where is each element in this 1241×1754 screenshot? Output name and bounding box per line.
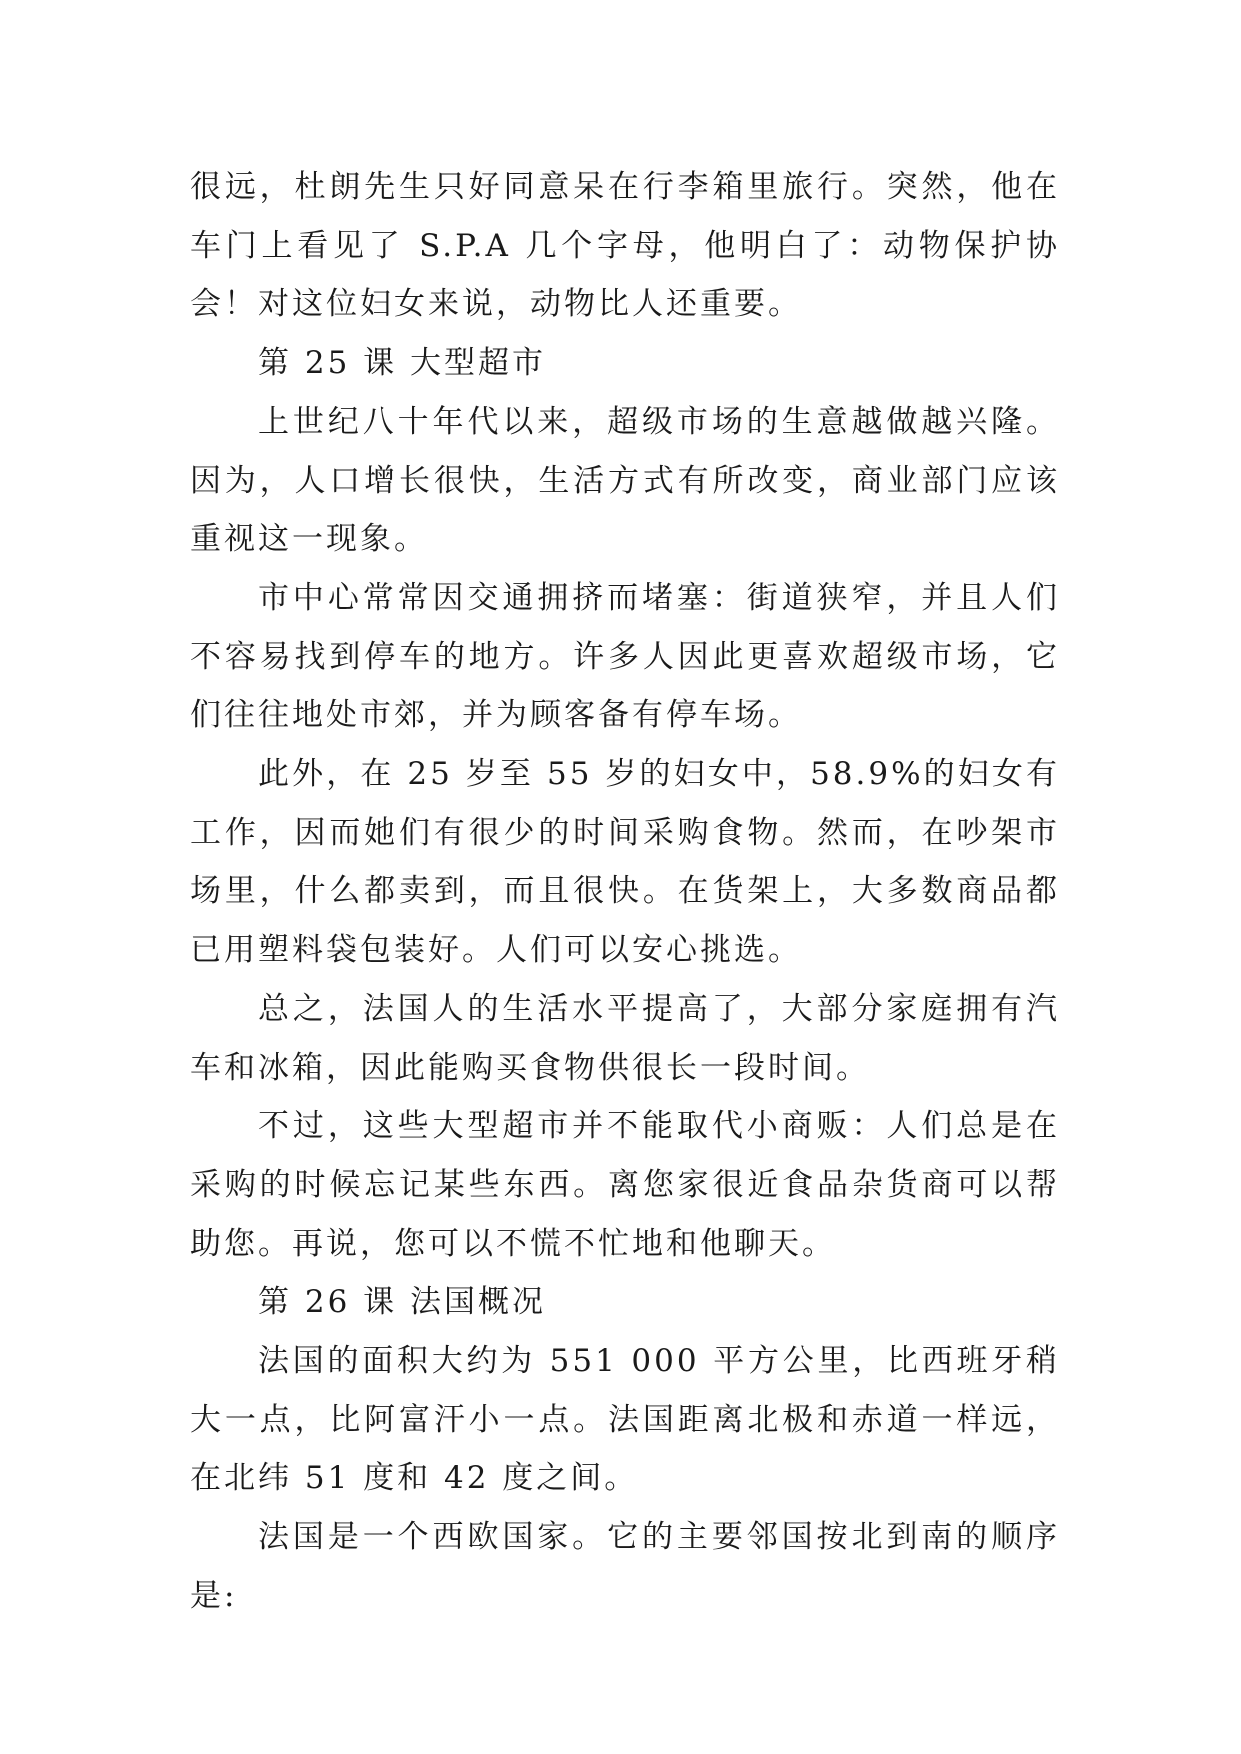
document-body [190, 158, 1060, 1626]
paragraph-city-traffic: 市中心常常因交通拥挤而堵塞：街道狭窄，并且人们不容易找到停车的地方。许多人因此更喜欢超级市场，它们往往地处市郊，并为顾客备有停车场。 [190, 579, 1060, 734]
paragraph-supermarket-growth: 上世纪八十年代以来，超级市场的生意越做越兴隆。因为，人口增长很快，生活方式有所改变，商业部门应该重视这一现象。 [190, 403, 1060, 558]
paragraph-france-neighbors: 法国是一个西欧国家。它的主要邻国按北到南的顺序是: [190, 1519, 1060, 1614]
lesson-26-heading: 第 26 课 法国概况 [258, 1284, 547, 1321]
lesson-25-heading: 第 25 课 大型超市 [258, 345, 547, 382]
paragraph-living-standard: 总之，法国人的生活水平提高了，大部分家庭拥有汽车和冰箱，因此能购买食物供很长一段时间。 [190, 990, 1060, 1086]
paragraph-small-shops: 不过，这些大型超市并不能取代小商贩：人们总是在采购的时候忘记某些东西。离您家很近食品杂货商可以帮助您。再说，您可以不慌不忙地和他聊天。 [190, 1108, 1060, 1262]
paragraph-france-area: 法国的面积大约为 551 000 平方公里，比西班牙稍大一点，比阿富汗小一点。法国距离北极和赤道一样远，在北纬 51 度和 42 度之间。 [190, 1343, 1060, 1497]
paragraph-working-women: 此外，在 25 岁至 55 岁的妇女中，58.9%的妇女有工作，因而她们有很少的时间采购食物。然而，在吵架市场里，什么都卖到，而且很快。在货架上，大多数商品都已用塑料袋包装好。人们可以安心挑选。 [190, 756, 1060, 969]
paragraph-intro: 很远，杜朗先生只好同意呆在行李箱里旅行。突然，他在车门上看见了 S.P.A 几个字母，他明白了：动物保护协会！对这位妇女来说，动物比人还重要。 [190, 169, 1060, 323]
